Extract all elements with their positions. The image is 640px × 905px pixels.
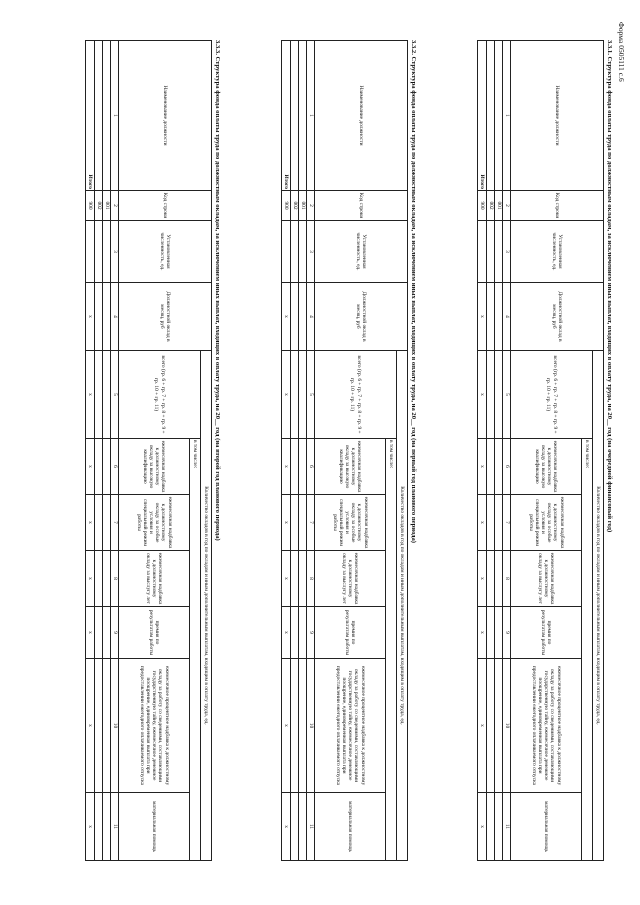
index-cell: 3 [307,221,315,283]
x-mark: x [478,439,487,495]
index-cell: 9 [503,607,511,659]
table-row [299,41,307,861]
header-col-8: ежемесячная надбавка к должностному окладу за выслугу лет [511,551,582,607]
cell[interactable] [487,793,495,861]
cell[interactable] [95,607,103,659]
total-label: Итого [478,41,487,191]
index-cell: 6 [111,439,119,495]
index-cell: 2 [503,191,511,221]
cell[interactable] [299,495,307,551]
index-cell: 8 [307,551,315,607]
cell-position[interactable] [95,41,103,191]
index-cell: 3 [111,221,119,283]
header-col-9: премия по результатам работы [315,607,386,659]
section-title: 3.3.3. Структура фонда оплаты труда по должностным окладам, за исключением иных выплат, входящих в оплату труда, на 20__ год (на второй год планового периода) [214,40,221,541]
header-col-10: ежемесячное процентное надбавка к должностному окладу за работу со сведениями, составляющими государственную тайну, ежемесячное денежное поощрение, единовременная выплата при предоставлении ежегодного оплачиваемого отпуска [315,659,386,793]
cell[interactable] [495,439,503,495]
header-col-6: ежемесячная надбавка к должностному окладу за высокую квалификацию [315,439,386,495]
cell[interactable] [487,659,495,793]
header-total-caption: Количество окладов в год по окладам и иным дополнительным выплатам, входящим в оплату труда, ед. [397,351,408,861]
cell[interactable] [299,659,307,793]
total-label: Итого [86,41,95,191]
header-col-8: ежемесячная надбавка к должностному окладу за выслугу лет [315,551,386,607]
header-salary: Должностной оклад в месяц, руб [315,283,408,351]
cell[interactable] [299,439,307,495]
header-col-9: премия по результатам работы [511,607,582,659]
cell[interactable] [86,221,95,283]
table-row [103,41,111,861]
header-col-11: материальная помощь [315,793,386,861]
header-col-6: ежемесячная надбавка к должностному окладу за высокую квалификацию [119,439,190,495]
index-cell: 7 [503,495,511,551]
header-col-7: ежемесячная надбавка к должностному окладу за особые условия и специальный режим работы [511,495,582,551]
total-code: 900 [478,191,487,221]
header-col-11: материальная помощь [119,793,190,861]
index-cell: 8 [111,551,119,607]
header-col-11: материальная помощь [511,793,582,861]
x-mark: x [282,283,291,351]
section-title: 3.3.2. Структура фонда оплаты труда по должностным окладам, за исключением иных выплат, входящих в оплату труда, на 20__ год (на первый год планового периода) [410,40,417,544]
cell-code: 002 [95,191,103,221]
cell-code: 002 [487,191,495,221]
x-mark: x [282,607,291,659]
cell-position[interactable] [291,41,299,191]
index-cell: 4 [111,283,119,351]
index-cell: 9 [111,607,119,659]
x-mark: x [86,439,95,495]
column-index-row [307,41,315,861]
cell[interactable] [495,221,503,283]
cell[interactable] [495,351,503,439]
x-mark: x [282,659,291,793]
cell[interactable] [291,793,299,861]
section-3-3-3 [85,40,222,860]
index-cell: 8 [503,551,511,607]
index-cell: 2 [307,191,315,221]
x-mark: x [478,351,487,439]
header-col-9: премия по результатам работы [119,607,190,659]
header-code: Код строки [119,191,212,221]
cell[interactable] [495,283,503,351]
cell[interactable] [103,283,111,351]
cell[interactable] [95,221,103,283]
cell[interactable] [291,221,299,283]
cell[interactable] [495,793,503,861]
index-cell: 11 [111,793,119,861]
table-row [291,41,299,861]
cell[interactable] [495,607,503,659]
index-cell: 10 [307,659,315,793]
section-3-3-2 [281,40,418,860]
cell[interactable] [299,551,307,607]
header-col-6: ежемесячная надбавка к должностному окладу за высокую квалификацию [511,439,582,495]
structure-table [85,40,212,861]
total-row [478,41,487,861]
table-row [95,41,103,861]
index-cell: 5 [503,351,511,439]
x-mark: x [282,351,291,439]
total-row [86,41,95,861]
header-code: Код строки [315,191,408,221]
cell[interactable] [291,495,299,551]
index-cell: 2 [111,191,119,221]
index-cell: 3 [503,221,511,283]
cell[interactable] [103,351,111,439]
cell[interactable] [487,607,495,659]
cell[interactable] [291,551,299,607]
x-mark: x [282,439,291,495]
index-cell: 6 [503,439,511,495]
header-position: Наименование должности [315,41,408,191]
x-mark: x [282,793,291,861]
cell[interactable] [291,439,299,495]
cell[interactable] [95,495,103,551]
cell[interactable] [299,221,307,283]
cell[interactable] [103,495,111,551]
table-row [495,41,503,861]
x-mark: x [86,659,95,793]
header-code: Код строки [511,191,604,221]
x-mark: x [478,495,487,551]
header-salary: Должностной оклад в месяц, руб [119,283,212,351]
total-label: Итого [282,41,291,191]
index-cell: 1 [307,41,315,191]
x-mark: x [282,551,291,607]
cell[interactable] [495,551,503,607]
cell-code: 001 [299,191,307,221]
x-mark: x [282,495,291,551]
index-cell: 11 [503,793,511,861]
column-index-row [503,41,511,861]
cell-position[interactable] [495,41,503,191]
header-total-sum: всего (гр. 6 + гр. 7 + гр. 8 + гр. 9 + гр. 10 + гр. 11) [119,351,201,439]
cell[interactable] [487,551,495,607]
total-code: 900 [282,191,291,221]
index-cell: 10 [111,659,119,793]
header-including: в том числе: [582,439,593,861]
x-mark: x [86,495,95,551]
cell[interactable] [299,793,307,861]
x-mark: x [478,793,487,861]
column-index-row [111,41,119,861]
cell[interactable] [487,283,495,351]
header-including: в том числе: [190,439,201,861]
cell[interactable] [299,351,307,439]
cell[interactable] [299,283,307,351]
index-cell: 6 [307,439,315,495]
cell[interactable] [103,607,111,659]
header-including: в том числе: [386,439,397,861]
header-position: Наименование должности [119,41,212,191]
index-cell: 4 [503,283,511,351]
section-title: 3.3.1. Структура фонда оплаты труда по должностным окладам, за исключением иных выплат, входящих в оплату труда, на 20__ год (на очередной финансовый год) [606,40,613,533]
section-3-3-1 [477,40,614,860]
index-cell: 11 [307,793,315,861]
index-cell: 10 [503,659,511,793]
header-total-caption: Количество окладов в год по окладам и иным дополнительным выплатам, входящим в оплату труда, ед. [201,351,212,861]
index-cell: 9 [307,607,315,659]
index-cell: 7 [111,495,119,551]
x-mark: x [478,551,487,607]
cell-position[interactable] [299,41,307,191]
cell[interactable] [103,793,111,861]
cell[interactable] [103,439,111,495]
cell[interactable] [291,659,299,793]
cell[interactable] [487,439,495,495]
header-col-10: ежемесячное процентное надбавка к должностному окладу за работу со сведениями, составляющими государственную тайну, ежемесячное денежное поощрение, единовременная выплата при предоставлении ежегодного оплачиваемого отпуска [119,659,190,793]
cell[interactable] [291,283,299,351]
header-staff: Установленная численность, ед. [119,221,212,283]
index-cell: 5 [307,351,315,439]
cell[interactable] [95,793,103,861]
x-mark: x [86,283,95,351]
total-row [282,41,291,861]
index-cell: 7 [307,495,315,551]
cell[interactable] [95,551,103,607]
cell-code: 001 [495,191,503,221]
form-code: Форма 0505111 с.6 [617,22,626,82]
cell[interactable] [291,351,299,439]
cell[interactable] [95,283,103,351]
index-cell: 1 [111,41,119,191]
header-col-7: ежемесячная надбавка к должностному окладу за особые условия и специальный режим работы [119,495,190,551]
cell-position[interactable] [487,41,495,191]
header-col-8: ежемесячная надбавка к должностному окладу за выслугу лет [119,551,190,607]
cell[interactable] [487,221,495,283]
x-mark: x [478,659,487,793]
cell[interactable] [291,607,299,659]
x-mark: x [86,793,95,861]
cell[interactable] [495,659,503,793]
x-mark: x [86,551,95,607]
structure-table [477,40,604,861]
x-mark: x [86,351,95,439]
cell[interactable] [95,659,103,793]
cell[interactable] [487,351,495,439]
cell[interactable] [103,659,111,793]
cell[interactable] [495,495,503,551]
x-mark: x [478,607,487,659]
cell[interactable] [478,221,487,283]
header-total-caption: Количество окладов в год по окладам и иным дополнительным выплатам, входящим в оплату труда, ед. [593,351,604,861]
cell[interactable] [487,495,495,551]
cell[interactable] [282,221,291,283]
cell-code: 002 [291,191,299,221]
total-code: 900 [86,191,95,221]
table-row [487,41,495,861]
header-col-10: ежемесячное процентное надбавка к должностному окладу за работу со сведениями, составляющими государственную тайну, ежемесячное денежное поощрение, единовременная выплата при предоставлении ежегодного оплачиваемого отпуска [511,659,582,793]
x-mark: x [478,283,487,351]
cell-code: 001 [103,191,111,221]
cell-position[interactable] [103,41,111,191]
x-mark: x [86,607,95,659]
header-staff: Установленная численность, ед. [315,221,408,283]
header-total-sum: всего (гр. 6 + гр. 7 + гр. 8 + гр. 9 + гр. 10 + гр. 11) [511,351,593,439]
cell[interactable] [103,551,111,607]
cell[interactable] [299,607,307,659]
header-position: Наименование должности [511,41,604,191]
header-total-sum: всего (гр. 6 + гр. 7 + гр. 8 + гр. 9 + гр. 10 + гр. 11) [315,351,397,439]
index-cell: 5 [111,351,119,439]
structure-table [281,40,408,861]
header-col-7: ежемесячная надбавка к должностному окладу за особые условия и специальный режим работы [315,495,386,551]
index-cell: 1 [503,41,511,191]
cell[interactable] [103,221,111,283]
index-cell: 4 [307,283,315,351]
cell[interactable] [95,351,103,439]
header-staff: Установленная численность, ед. [511,221,604,283]
header-salary: Должностной оклад в месяц, руб [511,283,604,351]
cell[interactable] [95,439,103,495]
